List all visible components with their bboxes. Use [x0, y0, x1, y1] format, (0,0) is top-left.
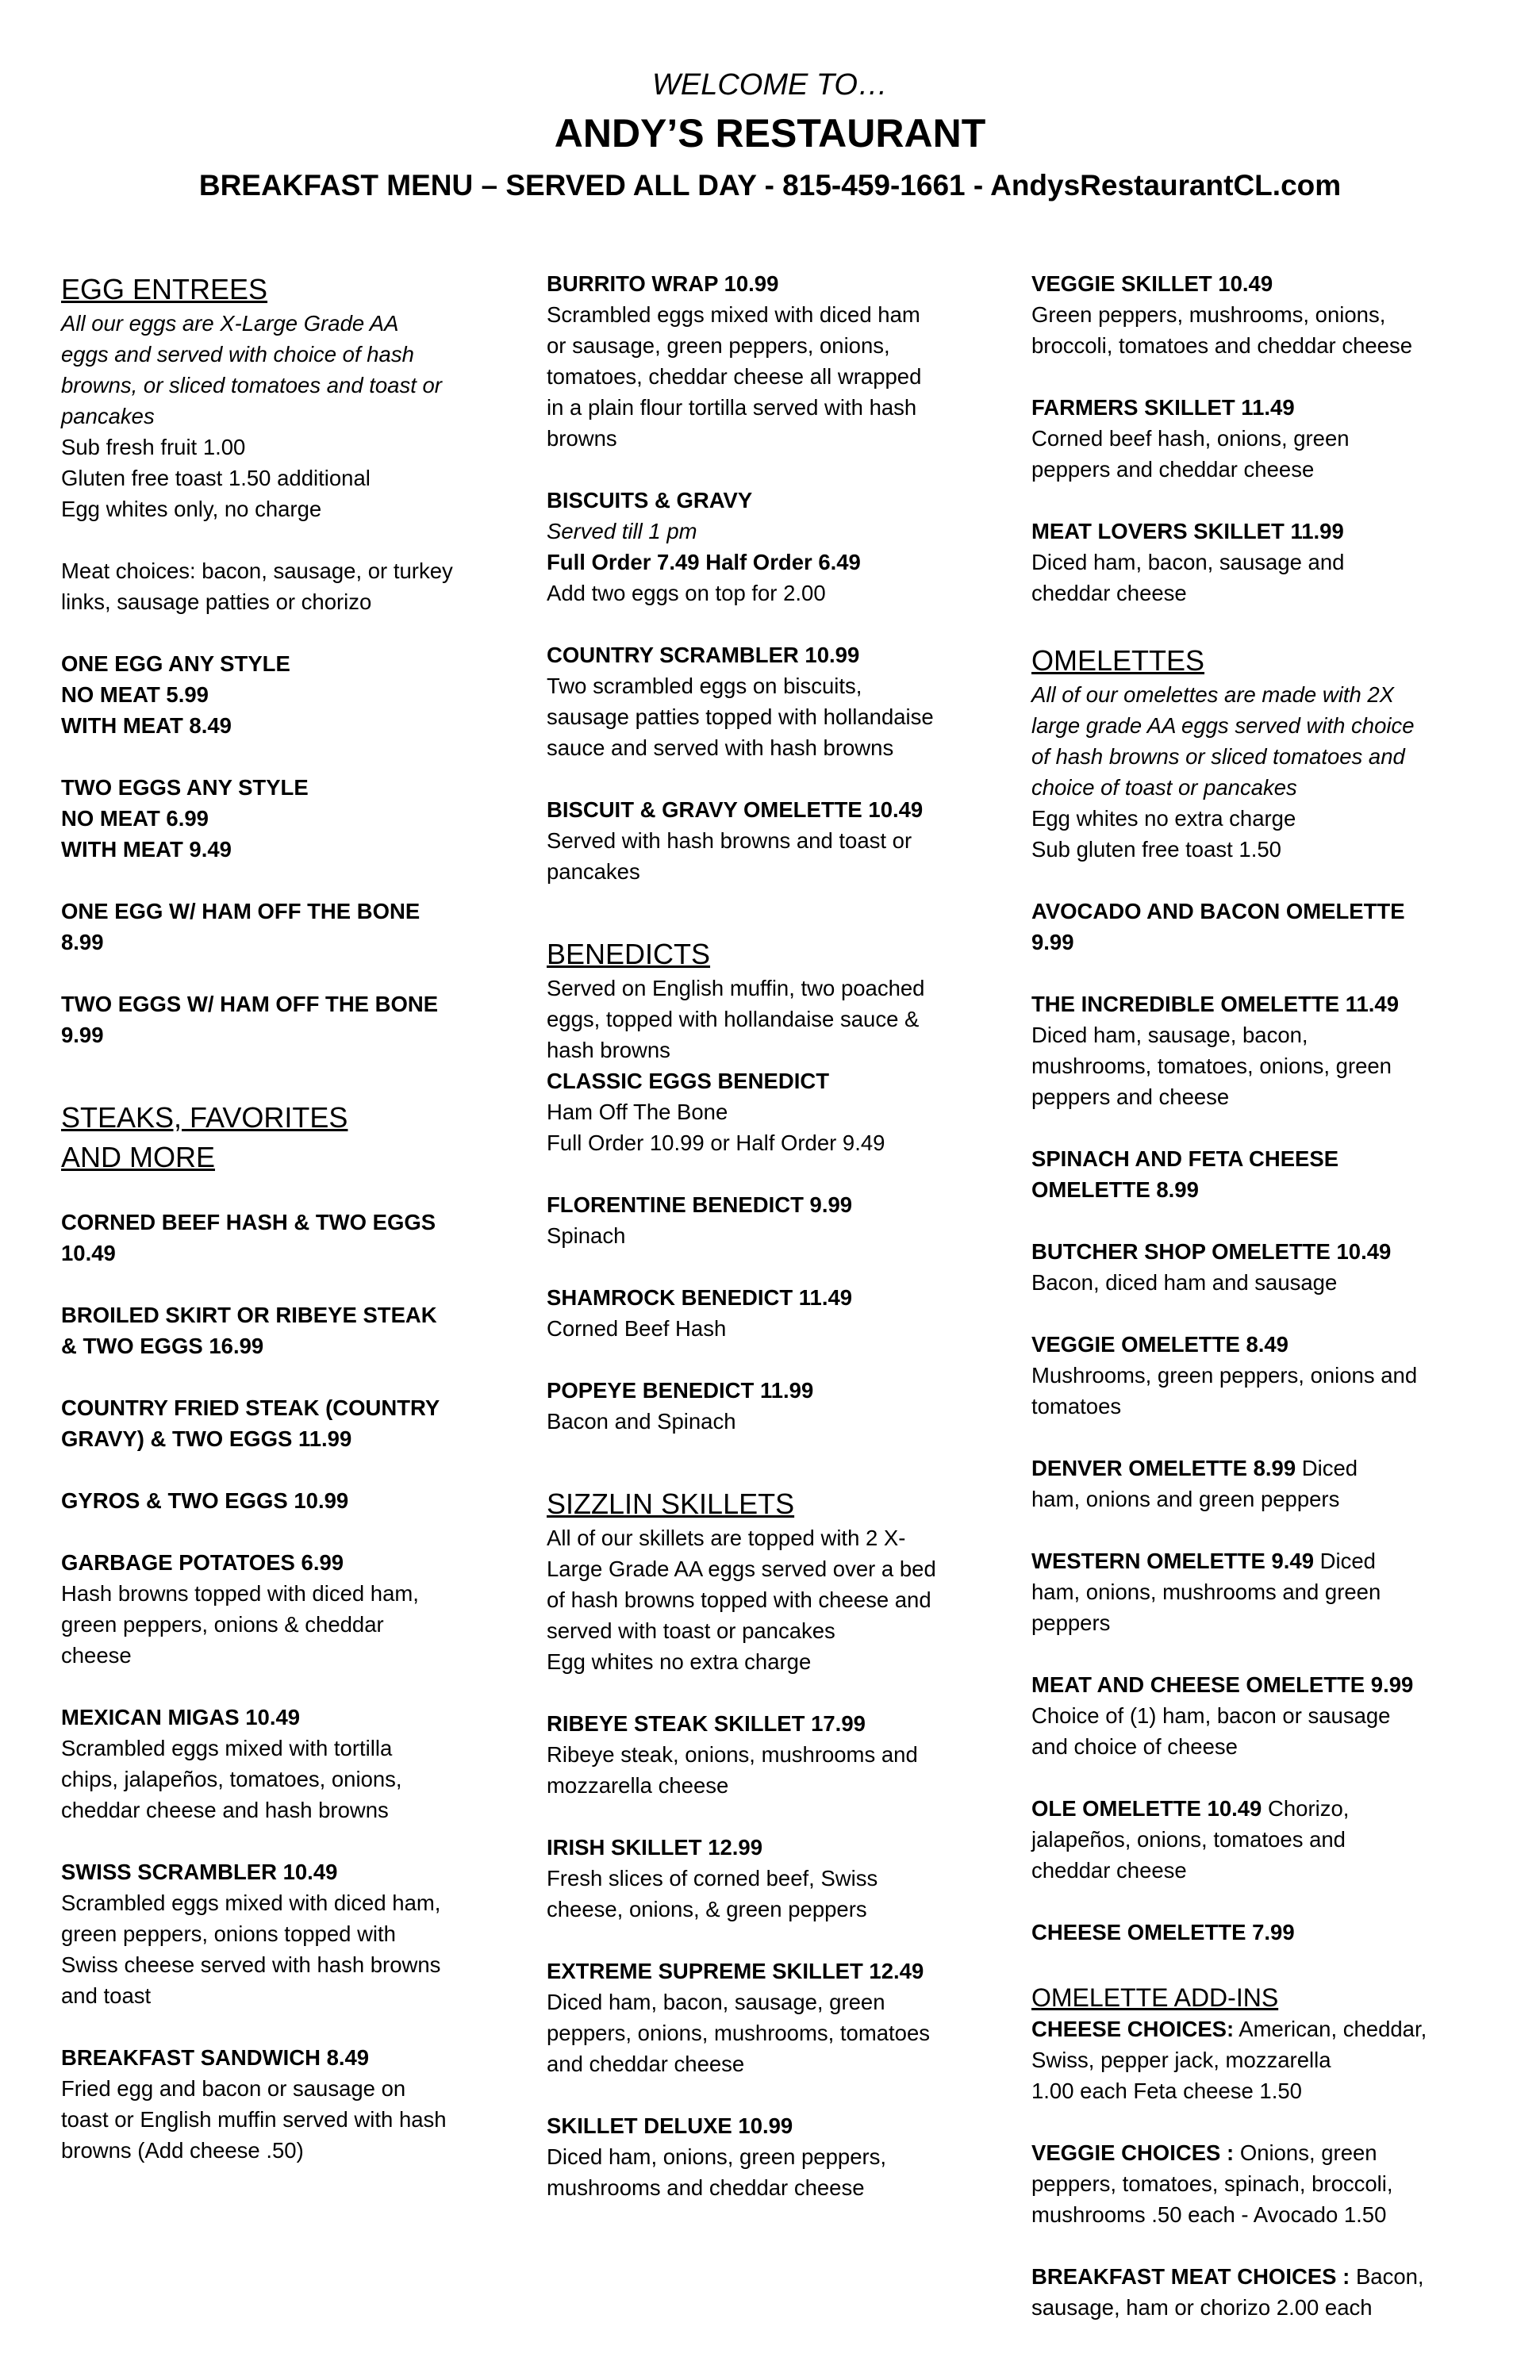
spacer — [547, 887, 971, 933]
item-title: ONE EGG W/ HAM OFF THE BONE — [61, 899, 421, 923]
item-desc: and toast — [61, 1983, 152, 2008]
item-title: 8.99 — [61, 930, 104, 954]
item-desc: ham, onions and green peppers — [1031, 1487, 1340, 1511]
item-desc: green peppers, onions & cheddar — [61, 1612, 384, 1637]
item-desc: Fried egg and bacon or sausage on — [61, 2076, 406, 2101]
section-note: Gluten free toast 1.50 additional — [61, 466, 371, 490]
item-title: & TWO EGGS 16.99 — [61, 1334, 264, 1358]
menu-item — [1031, 1143, 1456, 1205]
spacer — [1031, 2106, 1456, 2137]
item-title: EXTREME SUPREME SKILLET 12.49 — [547, 1959, 924, 1983]
item-title: TWO EGGS ANY STYLE — [61, 775, 309, 800]
item-first-line — [1031, 1453, 1456, 1484]
item-desc: Onions, green — [1234, 2140, 1377, 2165]
item-desc: Diced ham, bacon, sausage and — [1031, 550, 1345, 574]
item-title: OMELETTE 8.99 — [1031, 1177, 1199, 1202]
section-desc: large grade AA eggs served with choice — [1031, 713, 1415, 738]
item-desc: tomatoes, cheddar cheese all wrapped — [547, 364, 922, 389]
menu-item — [61, 2042, 490, 2166]
item-title: BURRITO WRAP 10.99 — [547, 271, 779, 296]
item-title: BREAKFAST MEAT CHOICES : — [1031, 2264, 1350, 2289]
menu-item — [1031, 1545, 1456, 1638]
item-desc: Swiss, pepper jack, mozzarella — [1031, 2048, 1331, 2072]
item-desc: Swiss cheese served with hash browns — [61, 1952, 441, 1977]
spacer — [61, 741, 490, 772]
item-desc: or sausage, green peppers, onions, — [547, 333, 890, 358]
item-title: FARMERS SKILLET 11.49 — [1031, 395, 1295, 420]
spacer — [61, 2011, 490, 2042]
item-first-line — [1031, 2013, 1456, 2044]
spacer — [61, 1516, 490, 1547]
item-title: MEAT LOVERS SKILLET 11.99 — [1031, 519, 1344, 543]
item-desc: cheese, onions, & green peppers — [547, 1897, 867, 1921]
menu-item — [1031, 1917, 1456, 1948]
spacer — [1031, 1298, 1456, 1329]
item-title: AVOCADO AND BACON OMELETTE — [1031, 899, 1405, 923]
item-desc: Choice of (1) ham, bacon or sausage — [1031, 1703, 1391, 1728]
section-title-steaks: STEAKS, FAVORITES — [61, 1101, 348, 1134]
spacer — [547, 1677, 971, 1708]
item-desc: cheddar cheese — [1031, 1858, 1187, 1883]
section-desc: choice of toast or pancakes — [1031, 775, 1297, 800]
menu-item — [1031, 1453, 1456, 1514]
item-title: ONE EGG ANY STYLE — [61, 651, 290, 676]
menu-item — [547, 794, 971, 887]
menu-item — [1031, 2137, 1456, 2230]
item-first-line — [1031, 1545, 1456, 1576]
item-desc: peppers and cheddar cheese — [1031, 457, 1315, 482]
item-title: DENVER OMELETTE 8.99 — [1031, 1456, 1296, 1480]
section-desc: served with toast or pancakes — [547, 1618, 835, 1643]
menu-item — [547, 639, 971, 763]
section-note: Egg whites only, no charge — [61, 497, 322, 521]
item-desc: Diced ham, onions, green peppers, — [547, 2144, 887, 2169]
item-desc: American, cheddar, — [1234, 2017, 1427, 2041]
spacer — [61, 865, 490, 896]
spacer — [547, 454, 971, 485]
spacer — [547, 1251, 971, 1282]
item-desc: Diced — [1296, 1456, 1358, 1480]
item-desc: toast or English muffin served with hash — [61, 2107, 447, 2132]
item-title: VEGGIE CHOICES : — [1031, 2140, 1235, 2165]
item-first-line — [1031, 2261, 1456, 2292]
item-title: BROILED SKIRT OR RIBEYE STEAK — [61, 1303, 437, 1327]
item-desc: mushrooms, tomatoes, onions, green — [1031, 1054, 1392, 1078]
menu-item — [547, 2110, 971, 2203]
spacer — [61, 1825, 490, 1856]
menu-column-2 — [547, 268, 971, 2203]
item-title: SWISS SCRAMBLER 10.49 — [61, 1860, 338, 1884]
spacer — [61, 1269, 490, 1299]
section-title-benedicts: BENEDICTS — [547, 938, 711, 970]
section-title-egg-entrees: EGG ENTREES — [61, 273, 268, 305]
menu-item — [547, 1708, 971, 1801]
section-desc: eggs and served with choice of hash — [61, 342, 414, 367]
item-title: CLASSIC EGGS BENEDICT — [547, 1069, 830, 1093]
spacer — [1031, 865, 1456, 896]
section-desc: All of our skillets are topped with 2 X- — [547, 1526, 906, 1550]
item-desc: Chorizo, — [1262, 1796, 1350, 1821]
spacer — [61, 524, 490, 555]
item-desc: Corned Beef Hash — [547, 1316, 727, 1341]
item-desc: cheddar cheese and hash browns — [61, 1798, 389, 1822]
item-title: OLE OMELETTE 10.49 — [1031, 1796, 1262, 1821]
item-title: MEXICAN MIGAS 10.49 — [61, 1705, 301, 1729]
item-title: VEGGIE SKILLET 10.49 — [1031, 271, 1273, 296]
menu-item — [1031, 1236, 1456, 1298]
item-title: GARBAGE POTATOES 6.99 — [61, 1550, 344, 1575]
item-desc: mozzarella cheese — [547, 1773, 729, 1798]
item-desc: Mushrooms, green peppers, onions and — [1031, 1363, 1418, 1388]
menu-item — [547, 1832, 971, 1925]
section-desc: All of our omelettes are made with 2X — [1031, 682, 1395, 707]
menu-item — [61, 988, 490, 1050]
menu-item — [1031, 988, 1456, 1112]
item-title: SPINACH AND FETA CHEESE — [1031, 1146, 1339, 1171]
section-note: Egg whites no extra charge — [1031, 806, 1296, 831]
spacer — [61, 1050, 490, 1096]
spacer — [547, 1158, 971, 1189]
menu-item — [61, 1299, 490, 1361]
item-title: FLORENTINE BENEDICT 9.99 — [547, 1192, 853, 1217]
spacer — [547, 1801, 971, 1832]
spacer — [1031, 1112, 1456, 1143]
spacer — [1031, 1948, 1456, 1979]
menu-item — [1031, 1329, 1456, 1422]
welcome-text: WELCOME TO… — [652, 68, 888, 102]
menu-item — [547, 1956, 971, 2079]
item-title: BREAKFAST SANDWICH 8.49 — [61, 2045, 370, 2070]
item-desc: Bacon, diced ham and sausage — [1031, 1270, 1338, 1295]
spacer — [61, 1671, 490, 1702]
menu-item — [61, 896, 490, 958]
menu-column-1 — [61, 268, 490, 2166]
item-desc: green peppers, onions topped with — [61, 1921, 396, 1946]
section-desc: All our eggs are X-Large Grade AA — [61, 311, 399, 336]
section-desc: pancakes — [61, 404, 155, 428]
spacer — [1031, 1886, 1456, 1917]
menu-item — [1031, 1669, 1456, 1762]
item-desc: jalapeños, onions, tomatoes and — [1031, 1827, 1346, 1852]
item-desc: Served with hash browns and toast or — [547, 828, 912, 853]
item-title: RIBEYE STEAK SKILLET 17.99 — [547, 1711, 866, 1736]
item-desc: Full Order 10.99 or Half Order 9.49 — [547, 1130, 885, 1155]
item-desc: in a plain flour tortilla served with hash — [547, 395, 917, 420]
menu-item — [61, 1392, 490, 1454]
item-desc: Diced ham, bacon, sausage, green — [547, 1990, 885, 2014]
menu-item — [61, 1485, 490, 1516]
item-title: BISCUIT & GRAVY OMELETTE 10.49 — [547, 797, 924, 822]
spacer — [1031, 1638, 1456, 1669]
item-desc: Two scrambled eggs on biscuits, — [547, 674, 862, 698]
menu-item — [547, 1375, 971, 1437]
spacer — [1031, 1422, 1456, 1453]
item-desc: mushrooms and cheddar cheese — [547, 2175, 865, 2200]
section-desc: eggs, topped with hollandaise sauce & — [547, 1007, 920, 1031]
item-desc: Hash browns topped with diced ham, — [61, 1581, 419, 1606]
menu-item — [61, 1702, 490, 1825]
menu-item — [547, 485, 971, 608]
section-desc: of hash browns or sliced tomatoes and — [1031, 744, 1405, 769]
section-note: Sub gluten free toast 1.50 — [1031, 837, 1281, 862]
item-title: TWO EGGS W/ HAM OFF THE BONE — [61, 992, 439, 1016]
item-title: SKILLET DELUXE 10.99 — [547, 2113, 793, 2138]
item-desc: and choice of cheese — [1031, 1734, 1238, 1759]
section-desc: Served on English muffin, two poached — [547, 976, 925, 1000]
item-desc: Add two eggs on top for 2.00 — [547, 581, 826, 605]
item-title: THE INCREDIBLE OMELETTE 11.49 — [1031, 992, 1400, 1016]
section-note: Meat choices: bacon, sausage, or turkey — [61, 559, 453, 583]
item-title: NO MEAT 5.99 — [61, 682, 209, 707]
item-title: CHEESE CHOICES: — [1031, 2017, 1235, 2041]
item-desc: Bacon and Spinach — [547, 1409, 736, 1434]
item-note: Served till 1 pm — [547, 519, 697, 543]
item-title: POPEYE BENEDICT 11.99 — [547, 1378, 814, 1403]
item-title: COUNTRY FRIED STEAK (COUNTRY — [61, 1395, 440, 1420]
item-title: IRISH SKILLET 12.99 — [547, 1835, 763, 1860]
menu-item — [547, 1065, 971, 1158]
section-desc: of hash browns topped with cheese and — [547, 1587, 931, 1612]
item-desc: tomatoes — [1031, 1394, 1122, 1418]
spacer — [1031, 958, 1456, 988]
item-title: GRAVY) & TWO EGGS 11.99 — [61, 1426, 352, 1451]
spacer — [547, 1925, 971, 1956]
item-title: BISCUITS & GRAVY — [547, 488, 753, 512]
item-orders: Full Order 7.49 Half Order 6.49 — [547, 550, 861, 574]
item-title: WITH MEAT 8.49 — [61, 713, 232, 738]
spacer — [1031, 485, 1456, 516]
item-desc: Diced ham, sausage, bacon, — [1031, 1023, 1308, 1047]
section-title-omelettes: OMELETTES — [1031, 644, 1205, 677]
item-desc: Ham Off The Bone — [547, 1100, 728, 1124]
item-desc: peppers, onions, mushrooms, tomatoes — [547, 2021, 931, 2045]
item-desc: mushrooms .50 each - Avocado 1.50 — [1031, 2202, 1387, 2227]
item-desc: pancakes — [547, 859, 640, 884]
item-title: MEAT AND CHEESE OMELETTE 9.99 — [1031, 1672, 1414, 1697]
item-title: VEGGIE OMELETTE 8.49 — [1031, 1332, 1288, 1357]
section-title-addins: OMELETTE ADD-INS — [1031, 1983, 1279, 2012]
menu-item — [547, 268, 971, 454]
spacer — [547, 763, 971, 794]
menu-item — [1031, 268, 1456, 361]
item-title: COUNTRY SCRAMBLER 10.99 — [547, 643, 860, 667]
section-title-steaks: AND MORE — [61, 1141, 216, 1173]
item-first-line — [1031, 2137, 1456, 2168]
menu-item — [1031, 392, 1456, 485]
menu-item — [1031, 896, 1456, 958]
item-desc: peppers — [1031, 1610, 1111, 1635]
item-desc: Scrambled eggs mixed with diced ham — [547, 302, 920, 327]
item-desc: Fresh slices of corned beef, Swiss — [547, 1866, 878, 1891]
item-desc: Scrambled eggs mixed with tortilla — [61, 1736, 393, 1760]
item-desc: sauce and served with hash browns — [547, 735, 894, 760]
item-title: CHEESE OMELETTE 7.99 — [1031, 1920, 1295, 1944]
item-title: BUTCHER SHOP OMELETTE 10.49 — [1031, 1239, 1392, 1264]
menu-column-3 — [1031, 268, 1456, 2323]
section-desc: hash browns — [547, 1038, 670, 1062]
menu-item — [61, 1856, 490, 2011]
item-desc: browns (Add cheese .50) — [61, 2138, 304, 2163]
section-title-skillets: SIZZLIN SKILLETS — [547, 1488, 795, 1520]
item-title: CORNED BEEF HASH & TWO EGGS — [61, 1210, 436, 1234]
spacer — [1031, 1514, 1456, 1545]
item-desc: Scrambled eggs mixed with diced ham, — [61, 1891, 441, 1915]
menu-item — [1031, 516, 1456, 608]
spacer — [61, 958, 490, 988]
spacer — [1031, 1762, 1456, 1793]
item-title: NO MEAT 6.99 — [61, 806, 209, 831]
item-desc: Corned beef hash, onions, green — [1031, 426, 1350, 451]
spacer — [61, 617, 490, 648]
menu-item — [1031, 1793, 1456, 1886]
menu-item — [1031, 2261, 1456, 2323]
item-title: 9.99 — [61, 1023, 104, 1047]
item-desc: Green peppers, mushrooms, onions, — [1031, 302, 1386, 327]
item-desc: peppers and cheese — [1031, 1084, 1230, 1109]
item-desc: Ribeye steak, onions, mushrooms and — [547, 1742, 918, 1767]
section-desc: Egg whites no extra charge — [547, 1649, 812, 1674]
section-note: Sub fresh fruit 1.00 — [61, 435, 246, 459]
menu-item — [61, 1207, 490, 1269]
item-desc: sausage, ham or chorizo 2.00 each — [1031, 2295, 1373, 2320]
item-title: SHAMROCK BENEDICT 11.49 — [547, 1285, 853, 1310]
item-desc: 1.00 each Feta cheese 1.50 — [1031, 2079, 1302, 2103]
restaurant-name: ANDY’S RESTAURANT — [554, 111, 986, 155]
item-desc: Diced — [1314, 1549, 1376, 1573]
menu-item — [61, 772, 490, 865]
menu-item — [547, 1189, 971, 1251]
item-desc: cheddar cheese — [1031, 581, 1187, 605]
spacer — [61, 1361, 490, 1392]
spacer — [547, 1344, 971, 1375]
spacer — [1031, 1205, 1456, 1236]
item-desc: chips, jalapeños, tomatoes, onions, — [61, 1767, 402, 1791]
spacer — [547, 608, 971, 639]
menu-item — [1031, 2013, 1456, 2106]
spacer — [1031, 608, 1456, 639]
spacer — [1031, 2230, 1456, 2261]
item-desc: broccoli, tomatoes and cheddar cheese — [1031, 333, 1413, 358]
item-desc: Spinach — [547, 1223, 626, 1248]
item-title: 10.49 — [61, 1241, 116, 1265]
spacer — [547, 2079, 971, 2110]
menu-item — [61, 1547, 490, 1671]
section-note: links, sausage patties or chorizo — [61, 589, 372, 614]
item-desc: cheese — [61, 1643, 132, 1668]
item-desc: peppers, tomatoes, spinach, broccoli, — [1031, 2171, 1393, 2196]
menu-item — [547, 1282, 971, 1344]
item-desc: and cheddar cheese — [547, 2052, 745, 2076]
item-desc: sausage patties topped with hollandaise — [547, 704, 934, 729]
spacer — [61, 1454, 490, 1485]
menu-header — [0, 67, 1540, 204]
item-title: WESTERN OMELETTE 9.49 — [1031, 1549, 1315, 1573]
spacer — [547, 1437, 971, 1483]
item-title: WITH MEAT 9.49 — [61, 837, 232, 862]
menu-subline: BREAKFAST MENU – SERVED ALL DAY - 815-459-1661 - AndysRestaurantCL.com — [198, 169, 1342, 202]
item-desc: ham, onions, mushrooms and green — [1031, 1580, 1381, 1604]
menu-item — [61, 648, 490, 741]
section-desc: Large Grade AA eggs served over a bed — [547, 1557, 936, 1581]
section-desc: browns, or sliced tomatoes and toast or — [61, 373, 442, 397]
item-title: GYROS & TWO EGGS 10.99 — [61, 1488, 349, 1513]
item-desc: browns — [547, 426, 617, 451]
spacer — [1031, 361, 1456, 392]
spacer — [61, 1176, 490, 1207]
item-desc: Bacon, — [1350, 2264, 1424, 2289]
item-first-line — [1031, 1793, 1456, 1824]
item-title: 9.99 — [1031, 930, 1074, 954]
